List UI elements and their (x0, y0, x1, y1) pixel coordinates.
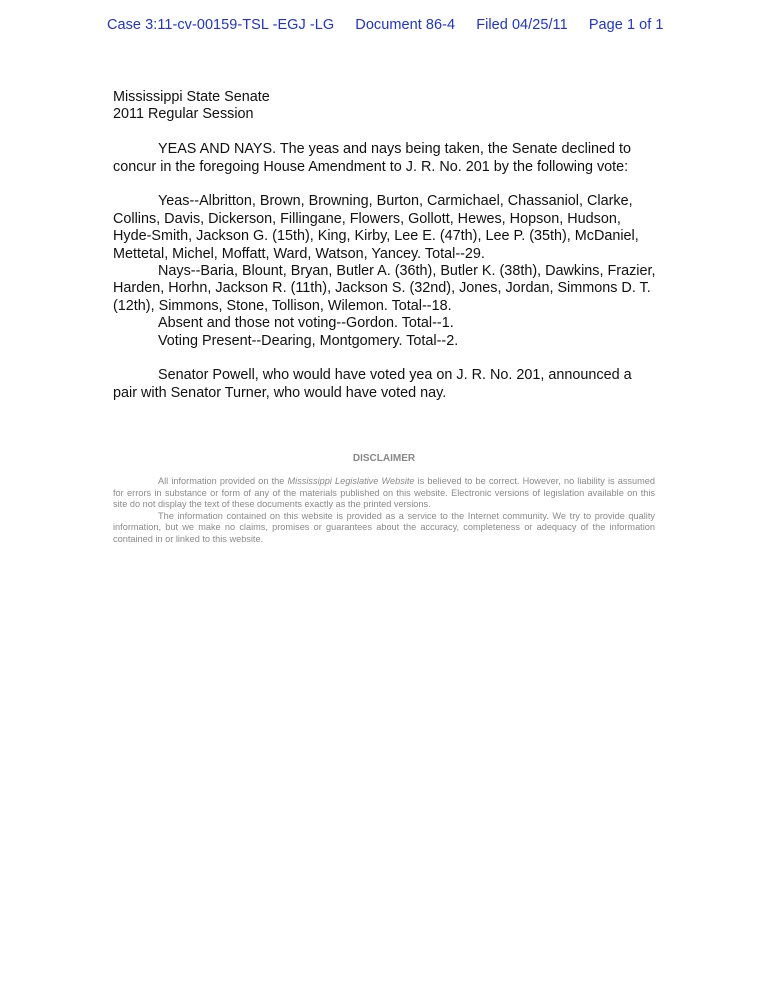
absent-list: Absent and those not voting--Gordon. Total--1. (158, 315, 454, 332)
session-name: 2011 Regular Session (113, 106, 254, 123)
case-number: Case 3:11-cv-00159-TSL -EGJ -LG (107, 17, 335, 33)
nays-list: Nays--Baria, Blount, Bryan, Butler A. (36th), Butler K. (38th), Dawkins, Frazier, Harden, Horhn, Jackson R. (11th), Jackson S. (32nd), Jones, Jordan, Simmons D. T. (12th), Simmons, Stone, Tollison, Wilemon. Total--18. (113, 263, 656, 314)
case-header (107, 17, 667, 33)
disclaimer-text: is believed to be correct. However, no liability is assumed for errors in substance or form of any of the materials published on this website. Electronic versions of legislation available on this site do not display the text of these documents exactly as the printed versions. (113, 476, 656, 509)
present-list: Voting Present--Dearing, Montgomery. Total--2. (158, 332, 459, 349)
page-number: Page 1 of 1 (588, 17, 664, 33)
disclaimer-paragraph (113, 476, 655, 511)
disclaimer-paragraph: The information contained on this website is provided as a service to the Internet community. We try to provide quality information, but we make no claims, promises or guarantees about the accuracy, completeness or adequacy of the information contained in or linked to this website. (113, 510, 655, 544)
document-body (113, 89, 657, 402)
org-name: Mississippi State Senate (113, 89, 270, 105)
vote-intro: YEAS AND NAYS. The yeas and nays being taken, the Senate declined to concur in the foregoing House Amendment to J. R. No. 201 by the following vote: (113, 141, 632, 175)
disclaimer-body (113, 476, 655, 545)
filed-date: Filed 04/25/11 (476, 17, 568, 33)
disclaimer-text: All information provided on the (158, 476, 288, 486)
spacer (113, 350, 657, 367)
site-name: Mississippi Legislative Website (287, 476, 415, 486)
document-number: Document 86-4 (355, 17, 456, 33)
spacer (113, 124, 657, 141)
pair-statement: Senator Powell, who would have voted yea on J. R. No. 201, announced a pair with Senator Turner, who would have voted nay. (113, 367, 632, 401)
spacer (113, 176, 657, 193)
yeas-list: Yeas--Albritton, Brown, Browning, Burton, Carmichael, Chassaniol, Clarke, Collins, Davis, Dickerson, Fillingane, Flowers, Gollott, Hewes, Hopson, Hudson, Hyde-Smith, Jackson G. (15th), King, Kirby, Lee E. (47th), Lee P. (35th), McDaniel, Mettetal, Michel, Moffatt, Ward, Watson, Yancey. Total--29. (113, 193, 639, 262)
disclaimer-title: DISCLAIMER (352, 453, 416, 464)
